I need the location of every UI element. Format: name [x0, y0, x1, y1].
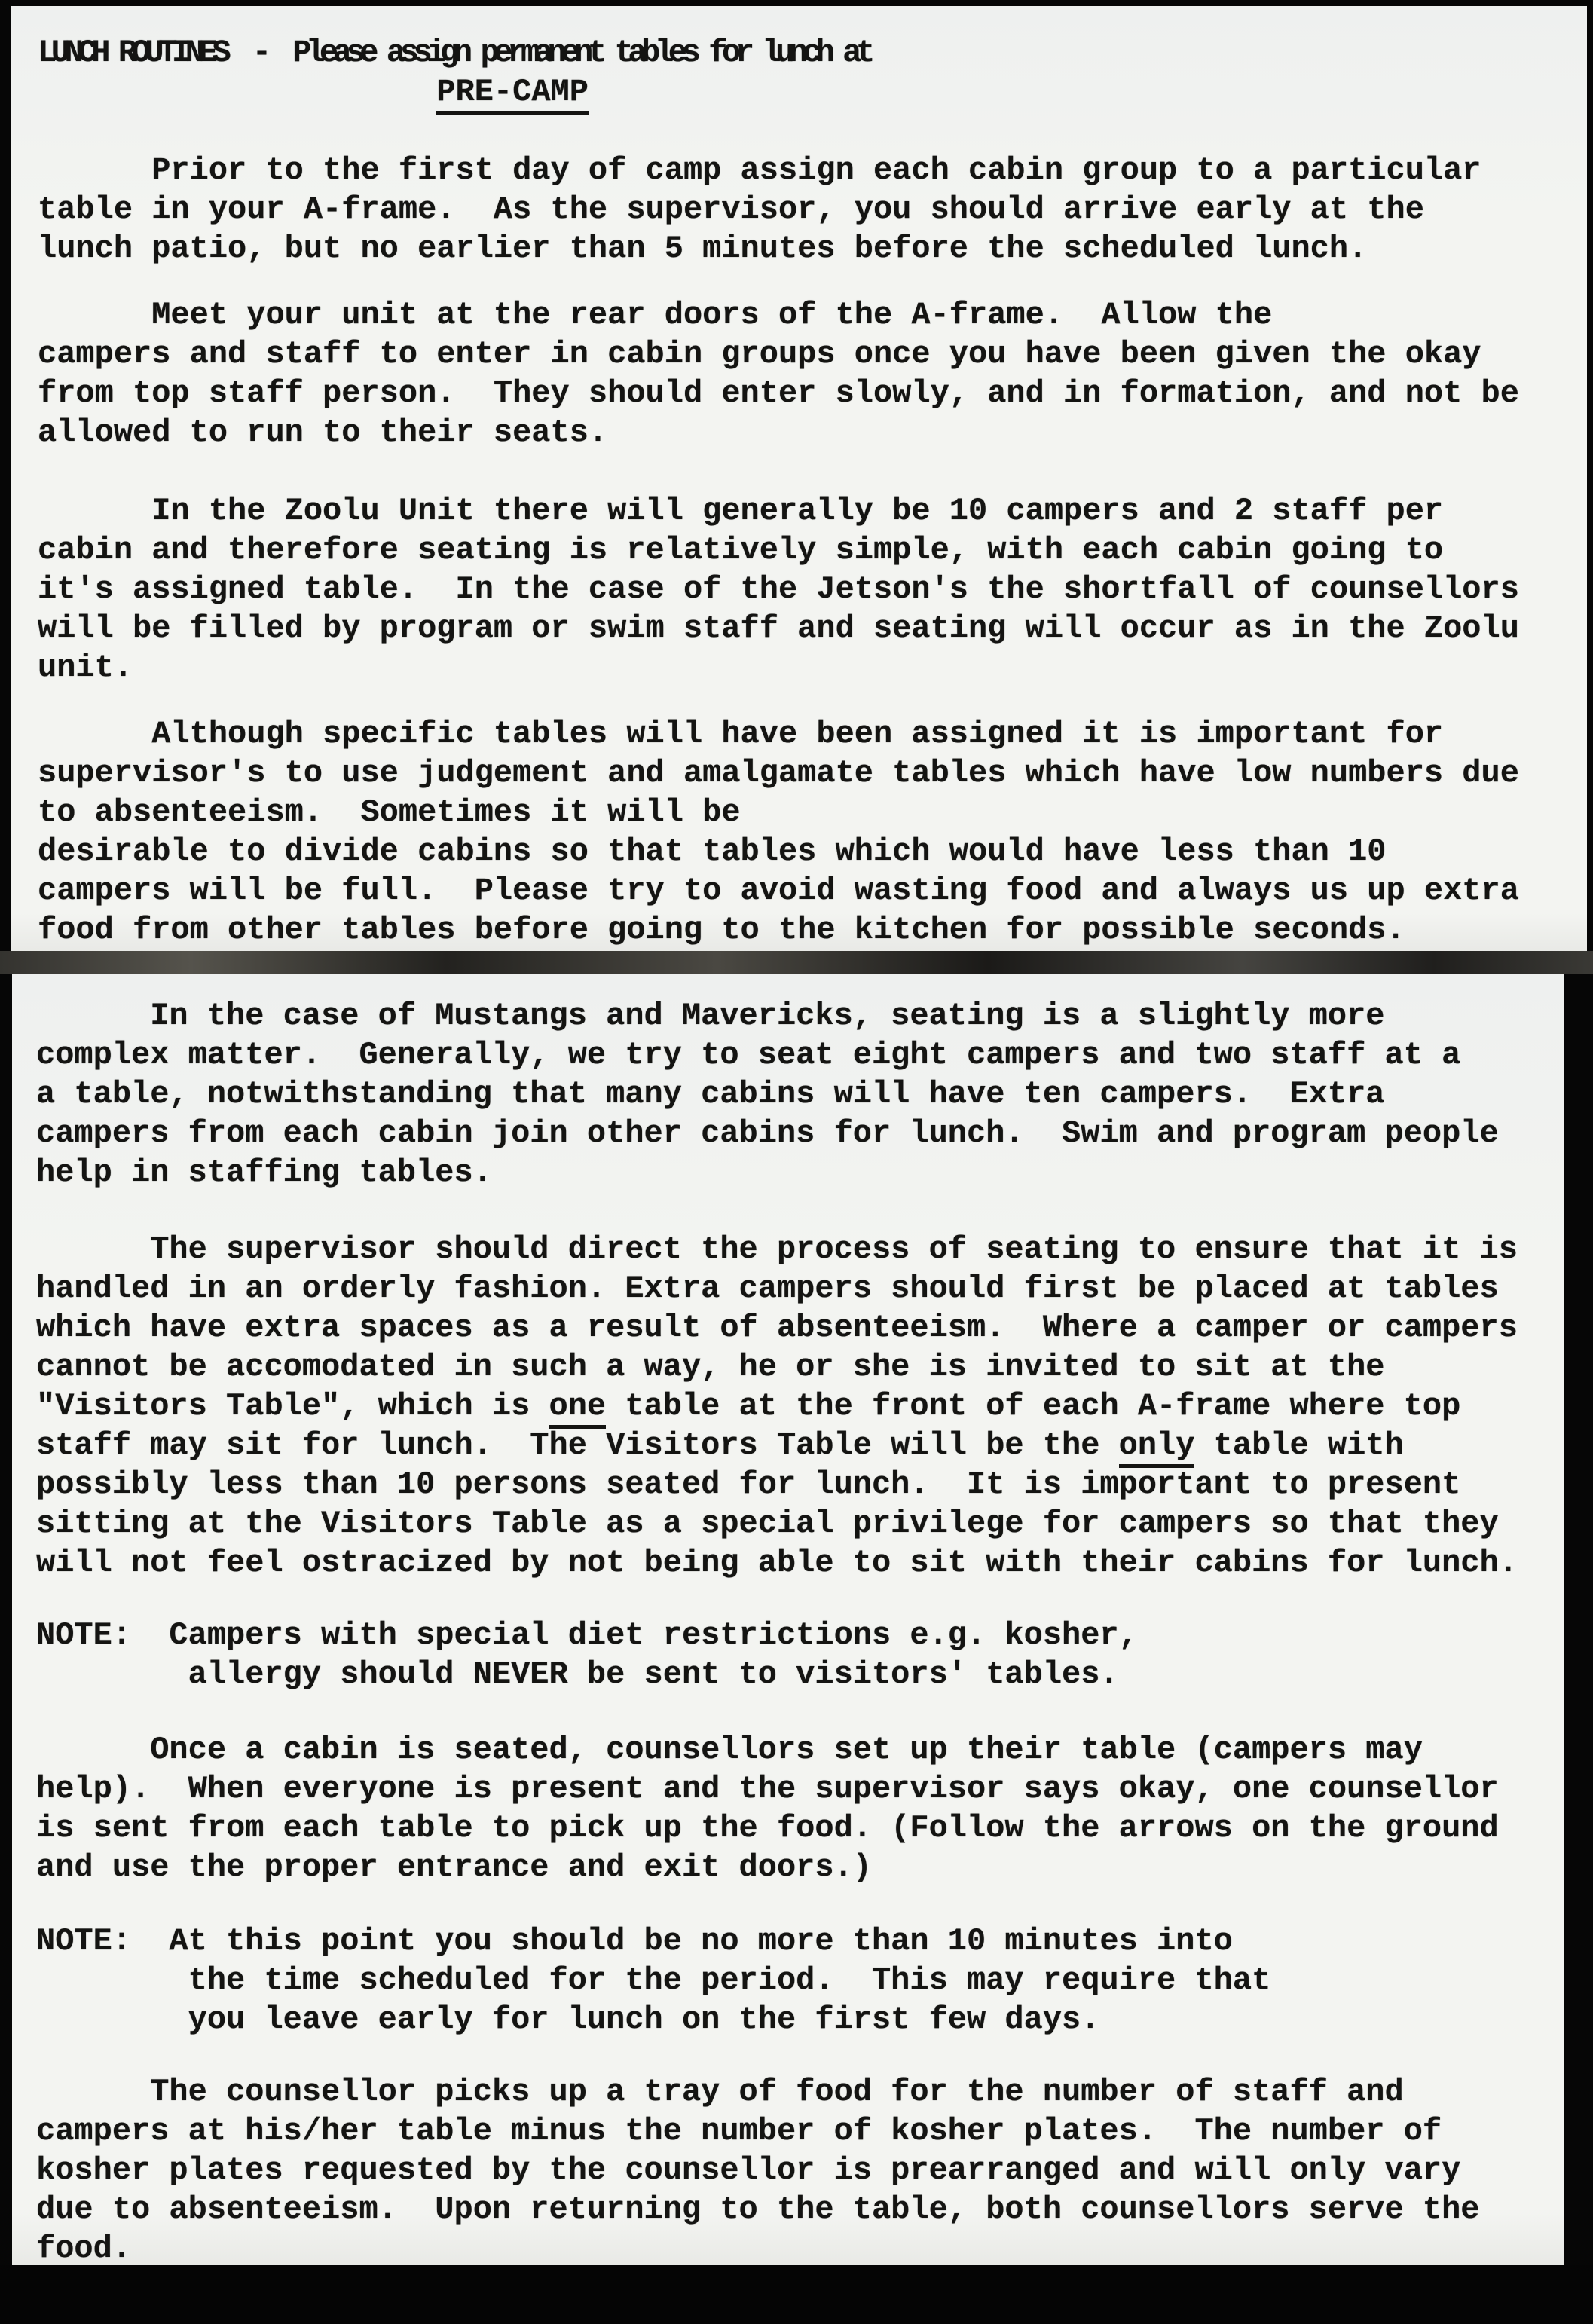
underlined-text: one: [549, 1388, 607, 1429]
text-line: Although specific tables will have been assigned it is important for: [38, 716, 1444, 752]
text-line: due to absenteeism. Upon returning to the table, both counsellors serve the: [36, 2191, 1480, 2228]
text-line: possibly less than 10 persons seated for lunch. It is important to present: [36, 1466, 1461, 1503]
text-line: will not feel ostracized by not being able to sit with their cabins for lunch.: [36, 1545, 1518, 1581]
text-line: Once a cabin is seated, counsellors set up their table (campers may: [36, 1732, 1423, 1768]
text-line: "Visitors Table", which is one table at the front of each A-frame where top: [36, 1387, 1564, 1426]
paragraph-mustangs-mavericks: [36, 996, 1564, 1192]
note-ten-minutes: [36, 1922, 1564, 2039]
note-special-diet: [36, 1616, 1564, 1694]
text-line: help in staffing tables.: [36, 1154, 492, 1191]
text-line: handled in an orderly fashion. Extra campers should first be placed at tables: [36, 1271, 1499, 1307]
text-line: to absenteeism. Sometimes it will be: [38, 794, 741, 830]
text-line: kosher plates requested by the counsellor is prearranged and will only vary: [36, 2152, 1461, 2188]
text-line: NOTE: Campers with special diet restrictions e.g. kosher,: [36, 1617, 1138, 1653]
text-line: campers at his/her table minus the number of kosher plates. The number of: [36, 2113, 1442, 2149]
text-line: you leave early for lunch on the first few days.: [36, 2001, 1100, 2038]
document-title: [38, 33, 1587, 112]
text-line: cabin and therefore seating is relatively simple, with each cabin going to: [38, 532, 1444, 568]
text-line: and use the proper entrance and exit doors.): [36, 1849, 872, 1885]
text-line: Prior to the first day of camp assign each cabin group to a particular: [38, 152, 1481, 188]
text-line: allergy should NEVER be sent to visitors' tables.: [36, 1656, 1119, 1693]
text-line: The counsellor picks up a tray of food for the number of staff and: [36, 2074, 1404, 2110]
text-line: lunch patio, but no earlier than 5 minutes before the scheduled lunch.: [38, 231, 1368, 267]
text-line: campers will be full. Please try to avoid wasting food and always us up extra: [38, 873, 1519, 909]
text-line: complex matter. Generally, we try to seat eight campers and two staff at a: [36, 1037, 1461, 1073]
text-line: supervisor's to use judgement and amalgamate tables which have low numbers due: [38, 755, 1519, 791]
text-line: table in your A-frame. As the supervisor, you should arrive early at the: [38, 191, 1424, 228]
text-line: campers and staff to enter in cabin groups once you have been given the okay: [38, 336, 1481, 372]
paragraph-meet-unit: [38, 295, 1587, 452]
underlined-text: PRE-CAMP: [436, 74, 589, 115]
text-line: In the case of Mustangs and Mavericks, seating is a slightly more: [36, 998, 1385, 1034]
text-line: The supervisor should direct the process of seating to ensure that it is: [36, 1231, 1518, 1267]
text-line: from top staff person. They should enter slowly, and in formation, and not be: [38, 375, 1519, 411]
text-line: a table, notwithstanding that many cabins will have ten campers. Extra: [36, 1076, 1385, 1112]
text-line: campers from each cabin join other cabins for lunch. Swim and program people: [36, 1115, 1499, 1151]
text-line: NOTE: At this point you should be no more than 10 minutes into: [36, 1923, 1233, 1959]
paragraph-pre-camp-assign: [38, 151, 1587, 268]
page-1-content: [38, 33, 1587, 949]
scan-bottom-band: [0, 2265, 1593, 2324]
paragraph-cabin-seated: [36, 1730, 1564, 1887]
text-line: will be filled by program or swim staff and seating will occur as in the Zoolu: [38, 610, 1519, 647]
text-line: staff may sit for lunch. The Visitors Table will be the only table with: [36, 1426, 1564, 1465]
text-line: Meet your unit at the rear doors of the A-frame. Allow the: [38, 297, 1273, 333]
scan-seam-band: [0, 951, 1593, 974]
text-line: food.: [36, 2231, 132, 2265]
paragraph-zoolu-unit: [38, 491, 1587, 687]
text-line: unit.: [38, 650, 133, 686]
text-line: In the Zoolu Unit there will generally be 10 campers and 2 staff per: [38, 493, 1444, 529]
text-line: cannot be accomodated in such a way, he or she is invited to sit at the: [36, 1349, 1385, 1385]
text-line: is sent from each table to pick up the food. (Follow the arrows on the ground: [36, 1810, 1499, 1846]
page-1-sheet: [11, 6, 1587, 951]
page-2-sheet: [12, 974, 1564, 2265]
text-line: the time scheduled for the period. This may require that: [36, 1962, 1271, 1998]
paragraph-amalgamate-tables: [38, 714, 1587, 949]
text-line: it's assigned table. In the case of the Jetson's the shortfall of counsellors: [38, 571, 1519, 607]
text-line: which have extra spaces as a result of absenteeism. Where a camper or campers: [36, 1310, 1518, 1346]
paragraph-supervisor-seating: [36, 1230, 1564, 1582]
paragraph-tray-of-food: [36, 2072, 1564, 2265]
text-line: help). When everyone is present and the supervisor says okay, one counsellor: [36, 1771, 1499, 1807]
text-line: LUNCH ROUTINES - Please assign permanent tables for lunch at: [38, 35, 870, 71]
text-line: allowed to run to their seats.: [38, 414, 608, 451]
text-line: sitting at the Visitors Table as a special privilege for campers so that they: [36, 1506, 1499, 1542]
page-2-content: [36, 996, 1564, 2265]
text-line: desirable to divide cabins so that tables which would have less than 10: [38, 833, 1387, 870]
underlined-text: only: [1119, 1427, 1195, 1468]
text-line: [38, 72, 1587, 112]
text-line: food from other tables before going to the kitchen for possible seconds.: [38, 912, 1405, 948]
